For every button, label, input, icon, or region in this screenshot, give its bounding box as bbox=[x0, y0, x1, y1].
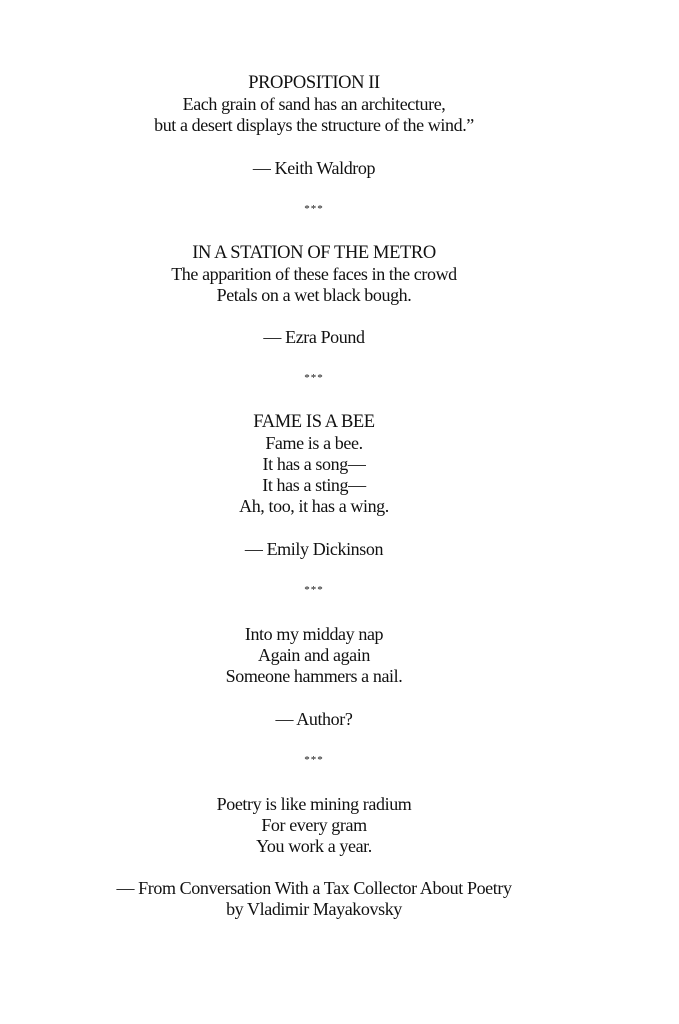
poem-line: It has a song— bbox=[262, 454, 366, 474]
poem-attribution bbox=[0, 539, 628, 560]
poem-line: Someone hammers a nail. bbox=[225, 666, 403, 686]
poem-line: Fame is a bee. bbox=[265, 433, 363, 453]
poem-line: Each grain of sand has an architecture, bbox=[182, 94, 446, 114]
poem-attribution bbox=[0, 878, 628, 920]
poem-attribution bbox=[0, 709, 628, 730]
poem-title: PROPOSITION II bbox=[248, 73, 380, 93]
poem-attribution bbox=[0, 327, 628, 348]
attribution-line: by Vladimir Mayakovsky bbox=[226, 899, 402, 919]
poem-line: The apparition of these faces in the crowd bbox=[171, 264, 457, 284]
attribution-line: — Ezra Pound bbox=[263, 327, 365, 347]
poem-line: Into my midday nap bbox=[244, 624, 384, 644]
attribution-line: — From Conversation With a Tax Collector About Poetry bbox=[116, 878, 512, 898]
section-separator: *** bbox=[304, 372, 324, 384]
attribution-line: — Keith Waldrop bbox=[252, 158, 376, 178]
poem-line: For every gram bbox=[261, 815, 367, 835]
poem-line: but a desert displays the structure of the wind.” bbox=[154, 115, 474, 135]
poem-attribution bbox=[0, 158, 628, 179]
poem-line: It has a sting— bbox=[262, 475, 366, 495]
section-separator: *** bbox=[304, 203, 324, 215]
attribution-line: — Author? bbox=[275, 709, 353, 729]
poem-mining-radium bbox=[0, 794, 628, 857]
poem-midday-nap bbox=[0, 624, 628, 687]
poem-line: Again and again bbox=[258, 645, 370, 665]
poem-title: IN A STATION OF THE METRO bbox=[192, 243, 436, 263]
attribution-line: — Emily Dickinson bbox=[244, 539, 384, 559]
poem-proposition-ii bbox=[0, 73, 628, 136]
section-separator: *** bbox=[304, 754, 324, 766]
section-separator: *** bbox=[304, 584, 324, 596]
poem-line: Petals on a wet black bough. bbox=[216, 285, 412, 305]
poem-fame-is-a-bee bbox=[0, 412, 628, 517]
poem-line: Poetry is like mining radium bbox=[216, 794, 412, 814]
poem-line: Ah, too, it has a wing. bbox=[239, 496, 389, 516]
poem-station-of-the-metro bbox=[0, 243, 628, 306]
poem-line: You work a year. bbox=[256, 836, 372, 856]
poem-title: FAME IS A BEE bbox=[253, 412, 375, 432]
